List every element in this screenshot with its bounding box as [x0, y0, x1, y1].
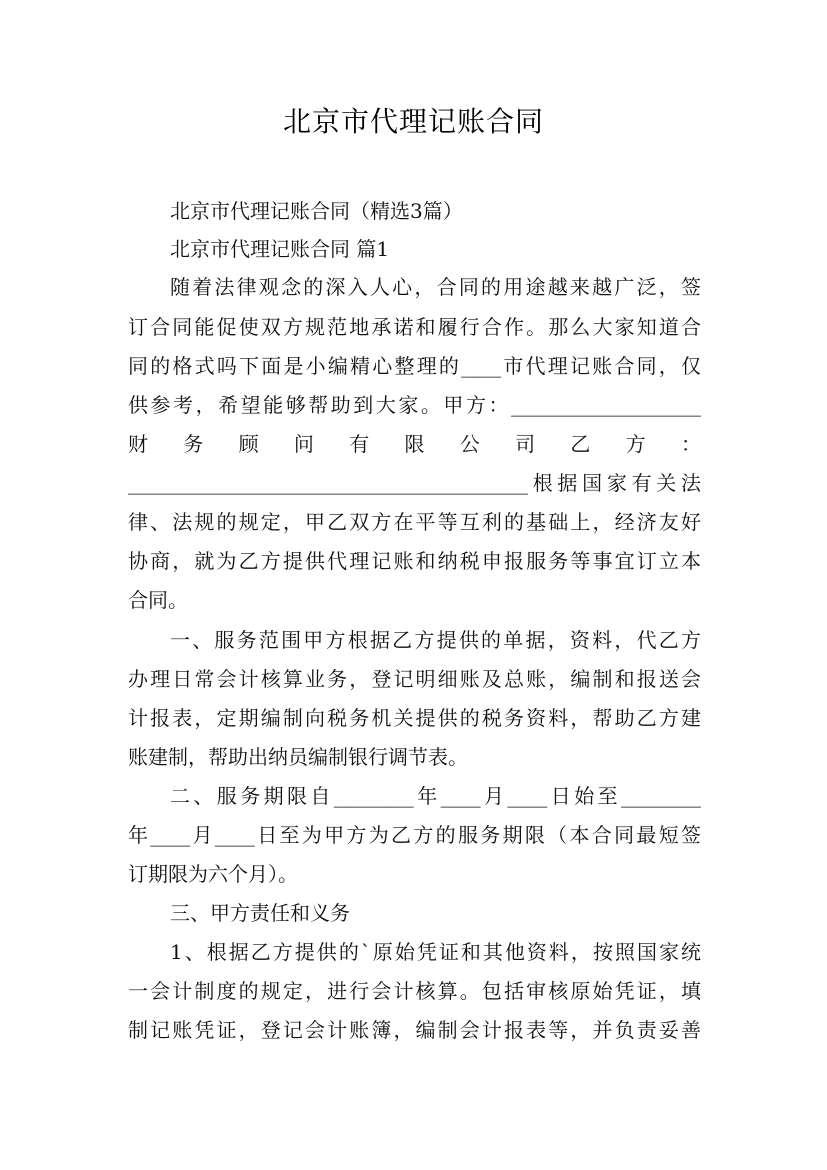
text-line: 供参考，希望能够帮助到大家。甲方：___________________: [128, 393, 701, 417]
text-line: 账建制，帮助出纳员编制银行调节表。: [128, 745, 468, 769]
text-line: 律、法规的规定，甲乙双方在平等互利的基础上，经济友好: [128, 510, 701, 534]
text-line: 一会计制度的规定，进行会计核算。包括审核原始凭证，填: [128, 979, 701, 1003]
text-line: 二、服务期限自________年____月____日始至________: [170, 784, 701, 808]
text-line: 订合同能促使双方规范地承诺和履行合作。那么大家知道合: [128, 315, 701, 339]
text-line: ________________________________________根据国家有关法: [128, 471, 701, 495]
text-line: 协商，就为乙方提供代理记账和纳税申报服务等事宜订立本: [128, 549, 701, 573]
text-line: 随着法律观念的深入人心，合同的用途越来越广泛，签: [170, 275, 701, 299]
text-line: 合同。: [128, 588, 188, 612]
text-line: 办理日常会计核算业务，登记明细账及总账，编制和报送会: [128, 667, 701, 691]
text-line: 1、根据乙方提供的`原始凭证和其他资料，按照国家统: [170, 940, 701, 964]
document-title: 北京市代理记账合同: [282, 105, 544, 138]
text-line: 年____月____日至为甲方为乙方的服务期限（本合同最短签: [128, 823, 701, 847]
text-line: 同的格式吗下面是小编精心整理的____市代理记账合同，仅: [128, 354, 701, 378]
text-line: 财 务 顾 问 有 限 公 司 乙 方 ：: [128, 432, 701, 456]
text-line: 北京市代理记账合同 篇1: [170, 237, 390, 261]
text-line: 一、服务范围甲方根据乙方提供的单据，资料，代乙方: [170, 628, 701, 652]
text-line: 三、甲方责任和义务: [170, 901, 350, 925]
text-line: 北京市代理记账合同（精选3篇）: [170, 199, 463, 223]
text-line: 订期限为六个月）。: [128, 862, 298, 886]
text-line: 计报表，定期编制向税务机关提供的税务资料，帮助乙方建: [128, 706, 701, 730]
text-line: 制记账凭证，登记会计账簿，编制会计报表等，并负责妥善: [128, 1018, 701, 1042]
